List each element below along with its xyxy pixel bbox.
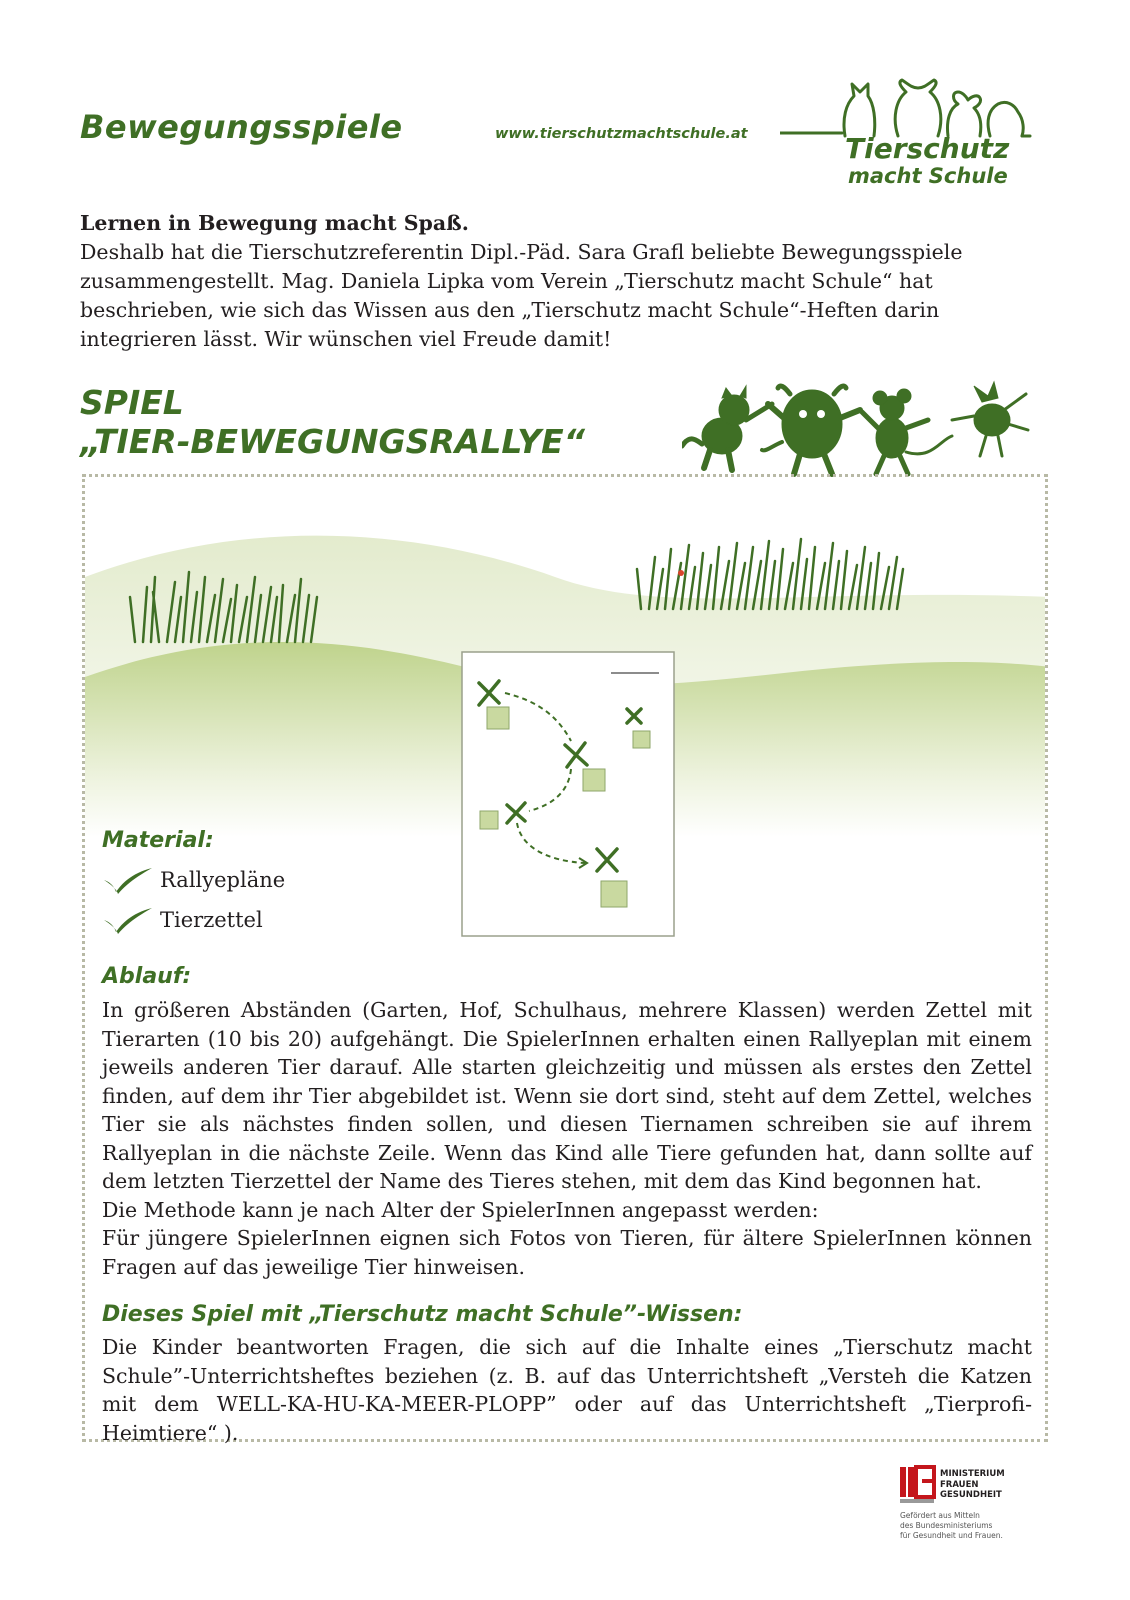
- rally-plan-map-illustration: [461, 651, 675, 937]
- ministry-sponsor: [900, 1465, 1030, 1575]
- page-title: Bewegungsspiele: [80, 108, 403, 146]
- ministry-note-line: Gefördert aus Mitteln: [900, 1511, 980, 1520]
- ministry-note: [900, 1511, 1040, 1541]
- ablauf-paragraph: Für jüngere SpielerInnen eignen sich Fotos von Tieren, für ältere SpielerInnen können Fragen auf das jeweilige Tier hinweisen.: [102, 1226, 1032, 1279]
- ablauf-paragraph: In größeren Abständen (Garten, Hof, Schulhaus, mehrere Klassen) werden Zettel mit Tierarten (10 bis 20) aufgehängt. Die SpielerInnen erhalten einen Rallyeplan mit einem jeweils anderen Tier darauf. Alle starten gleichzeitig und müssen als erstes den Zettel finden, auf dem ihr Tier abgebildet ist. Wenn sie dort sind, steht auf dem Zettel, welches Tier sie als nächstes finden sollen, und diesen Tiernamen schreiben sie auf ihrem Rallyeplan in die nächste Zeile. Wenn das Kind alle Tiere gefunden hat, dann sollte auf dem letzten Tierzettel der Name des Tieres stehen, mit dem das Kind begonnen hat.: [102, 998, 1032, 1193]
- checkmark-icon: [102, 866, 154, 896]
- ablauf-heading: Ablauf:: [102, 964, 192, 989]
- ministry-note-line: des Bundesministeriums: [900, 1521, 993, 1530]
- ministry-line: GESUNDHEIT: [940, 1490, 1002, 1500]
- website-link[interactable]: www.tierschutzmachtschule.at: [495, 126, 748, 142]
- wissen-heading: Dieses Spiel mit „Tierschutz macht Schule”-Wissen:: [102, 1302, 743, 1327]
- ministry-line: MINISTERIUM: [940, 1469, 1005, 1479]
- game-box: [82, 474, 1048, 1442]
- material-item-label: Tierzettel: [160, 908, 263, 932]
- intro-heading: Lernen in Bewegung macht Spaß.: [80, 211, 469, 235]
- game-title-line2: „TIER-BEWEGUNGSRALLYE“: [80, 422, 585, 461]
- ministry-note-line: für Gesundheit und Frauen.: [900, 1531, 1003, 1540]
- material-item-label: Rallyepläne: [160, 868, 286, 892]
- intro-section: [80, 209, 1060, 354]
- dancing-animals-illustration: [682, 380, 1042, 480]
- ministry-name: [940, 1469, 1030, 1501]
- ministry-line: FRAUEN: [940, 1479, 979, 1490]
- logo-text-macht-schule: macht Schule: [848, 164, 1008, 188]
- wissen-text: Die Kinder beantworten Fragen, die sich auf die Inhalte eines „Tierschutz macht Schule”-Unterrichtsheftes beziehen (z. B. auf das Unterrichtsheft „Versteh die Katzen mit dem WELL-KA-HU-KA-MEER-PLOPP” oder auf das Unterrichtsheft „Tierprofi-Heimtiere“ ).: [102, 1335, 1032, 1445]
- ablauf-text: [102, 996, 1032, 1281]
- ablauf-paragraph: Die Methode kann je nach Alter der SpielerInnen angepasst werden:: [102, 1197, 819, 1222]
- logo-text-tierschutz: Tierschutz: [845, 132, 1010, 165]
- game-title-line1: SPIEL: [80, 383, 184, 422]
- intro-text: Deshalb hat die Tierschutzreferentin Dipl.-Päd. Sara Grafl beliebte Bewegungsspiele zusammengestellt. Mag. Daniela Lipka vom Verein „Tierschutz macht Schule“ hat beschrieben, wie sich das Wissen aus den „Tierschutz macht Schule“-Heften darin integrieren lässt. Wir wünschen viel Freude damit!: [80, 240, 963, 351]
- checkmark-icon: [102, 906, 154, 936]
- material-heading: Material:: [102, 828, 214, 853]
- ministry-logo-icon: [900, 1465, 936, 1505]
